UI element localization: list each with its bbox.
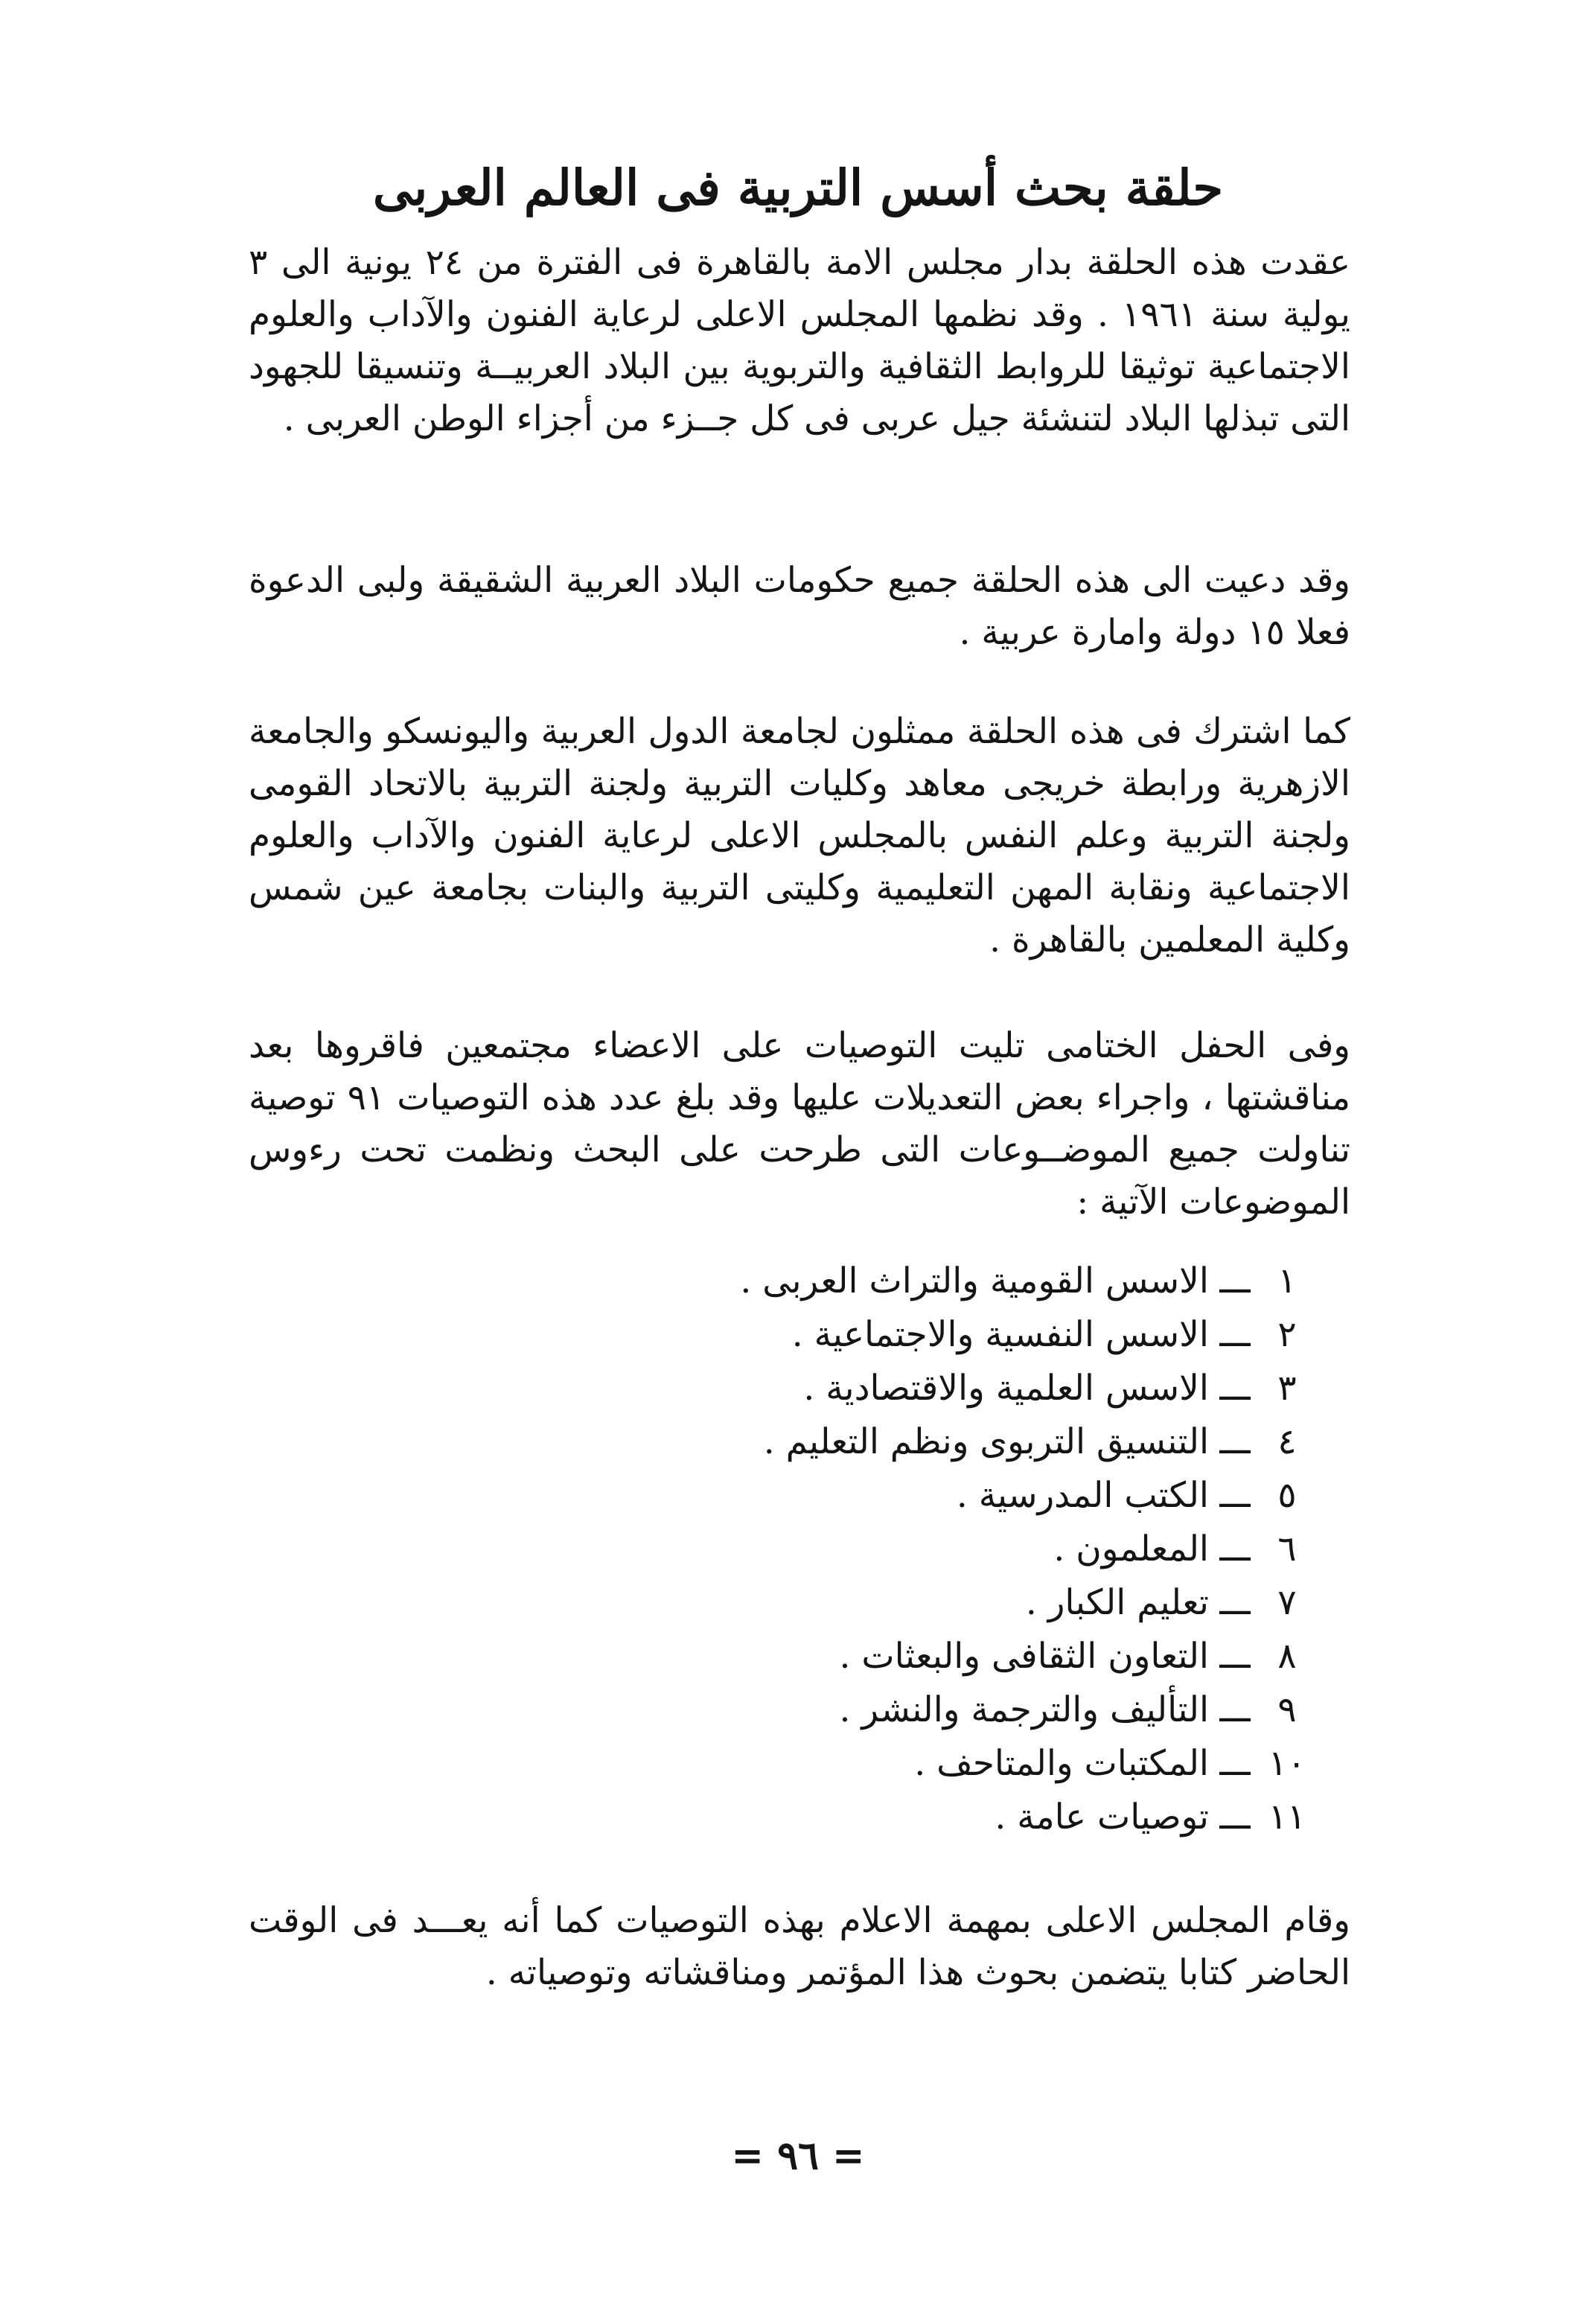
list-item-dash: ـــ bbox=[1219, 1475, 1251, 1516]
paragraph-invitation: وقد دعيت الى هذه الحلقة جميع حكومات البلاد العربية الشقيقة ولبى الدعوة فعلا ١٥ دولة وامارة عربية . bbox=[249, 560, 1350, 653]
paragraph-participants: كما اشترك فى هذه الحلقة ممثلون لجامعة الدول العربية واليونسكو والجامعة الازهرية ورابطة خريجى معاهد وكليات التربية ولجنة التربية بالاتحاد القومى ولجنة التربية وعلم النفس بالمجلس الاعلى لرعاية الفنون والآداب والعلوم الاجتماعية ونقابة المهن التعليمية وكليتى التربية والبنات بجامعة عين شمس وكلية المعلمين بالقاهرة . bbox=[249, 711, 1350, 960]
paragraph-recommendations: وفى الحفل الختامى تليت التوصيات على الاعضاء مجتمعين فاقروها بعد مناقشتها ، واجراء بعض التعديلات عليها وقد بلغ عدد هذه التوصيات ٩١ توصية تناولت جميع الموضــوعات التى طرحت على البحث ونظمت تحت رءوس الموضوعات الآتية : bbox=[249, 1025, 1350, 1223]
list-item-number: ٦ bbox=[1277, 1529, 1297, 1569]
list-item bbox=[569, 1683, 1313, 1737]
paragraph-closing: وقام المجلس الاعلى بمهمة الاعلام بهذه التوصيات كما أنه يعـــد فى الوقت الحاضر كتابا يتضمن بحوث هذا المؤتمر ومناقشاته وتوصياته . bbox=[249, 1900, 1350, 1993]
list-item bbox=[569, 1308, 1313, 1362]
list-item-dash: ـــ bbox=[1219, 1743, 1251, 1784]
page-number: = ٩٦ = bbox=[731, 2133, 865, 2179]
list-item-dash: ـــ bbox=[1219, 1529, 1251, 1569]
list-item-number: ٧ bbox=[1277, 1582, 1297, 1623]
list-item-dash: ـــ bbox=[1219, 1261, 1251, 1301]
list-item bbox=[569, 1255, 1313, 1308]
list-item-number: ١١ bbox=[1268, 1797, 1306, 1838]
list-item bbox=[569, 1415, 1313, 1469]
list-item-text: توصيات عامة . bbox=[995, 1797, 1209, 1838]
list-item bbox=[569, 1791, 1313, 1844]
list-item-dash: ـــ bbox=[1219, 1421, 1251, 1462]
topics-list bbox=[569, 1255, 1313, 1844]
list-item-dash: ـــ bbox=[1219, 1314, 1251, 1355]
list-item-dash: ـــ bbox=[1219, 1797, 1251, 1838]
paragraph-intro: عقدت هذه الحلقة بدار مجلس الامة بالقاهرة فى الفترة من ٢٤ يونية الى ٣ يولية سنة ١٩٦١ . وقد نظمها المجلس الاعلى لرعاية الفنون والآداب والعلوم الاجتماعية توثيقا للروابط الثقافية والتربوية بين البلاد العربيــة وتنسيقا للجهود التى تبذلها البلاد لتنشئة جيل عربى فى كل جــزء من أجزاء الوطن العربى . bbox=[249, 242, 1350, 439]
list-item-text: التأليف والترجمة والنشر . bbox=[839, 1689, 1209, 1730]
list-item-text: المكتبات والمتاحف . bbox=[914, 1743, 1209, 1784]
list-item-text: الاسس النفسية والاجتماعية . bbox=[791, 1314, 1209, 1355]
document-title: حلقة بحث أسس التربية فى العالم العربى bbox=[372, 159, 1224, 217]
list-item bbox=[569, 1469, 1313, 1523]
list-item bbox=[569, 1576, 1313, 1630]
list-item-text: المعلمون . bbox=[1053, 1529, 1209, 1569]
list-item-number: ٣ bbox=[1277, 1368, 1297, 1409]
list-item-text: تعليم الكبار . bbox=[1025, 1582, 1209, 1623]
list-item-text: التعاون الثقافى والبعثات . bbox=[839, 1636, 1209, 1677]
list-item-dash: ـــ bbox=[1219, 1636, 1251, 1677]
list-item-number: ٥ bbox=[1277, 1475, 1297, 1516]
list-item bbox=[569, 1523, 1313, 1576]
list-item-number: ٢ bbox=[1277, 1314, 1297, 1355]
list-item-number: ٨ bbox=[1277, 1636, 1297, 1677]
list-item-dash: ـــ bbox=[1219, 1368, 1251, 1409]
list-item-number: ١ bbox=[1277, 1261, 1297, 1301]
list-item-dash: ـــ bbox=[1219, 1582, 1251, 1623]
list-item bbox=[569, 1362, 1313, 1415]
list-item bbox=[569, 1630, 1313, 1683]
list-item-number: ٤ bbox=[1277, 1421, 1297, 1462]
list-item-number: ١٠ bbox=[1268, 1743, 1306, 1784]
list-item-text: التنسيق التربوى ونظم التعليم . bbox=[763, 1421, 1209, 1462]
list-item-number: ٩ bbox=[1277, 1689, 1297, 1730]
list-item-text: الكتب المدرسية . bbox=[956, 1475, 1209, 1516]
list-item-dash: ـــ bbox=[1219, 1689, 1251, 1730]
list-item bbox=[569, 1737, 1313, 1791]
list-item-text: الاسس القومية والتراث العربى . bbox=[740, 1261, 1209, 1301]
list-item-text: الاسس العلمية والاقتصادية . bbox=[803, 1368, 1209, 1409]
